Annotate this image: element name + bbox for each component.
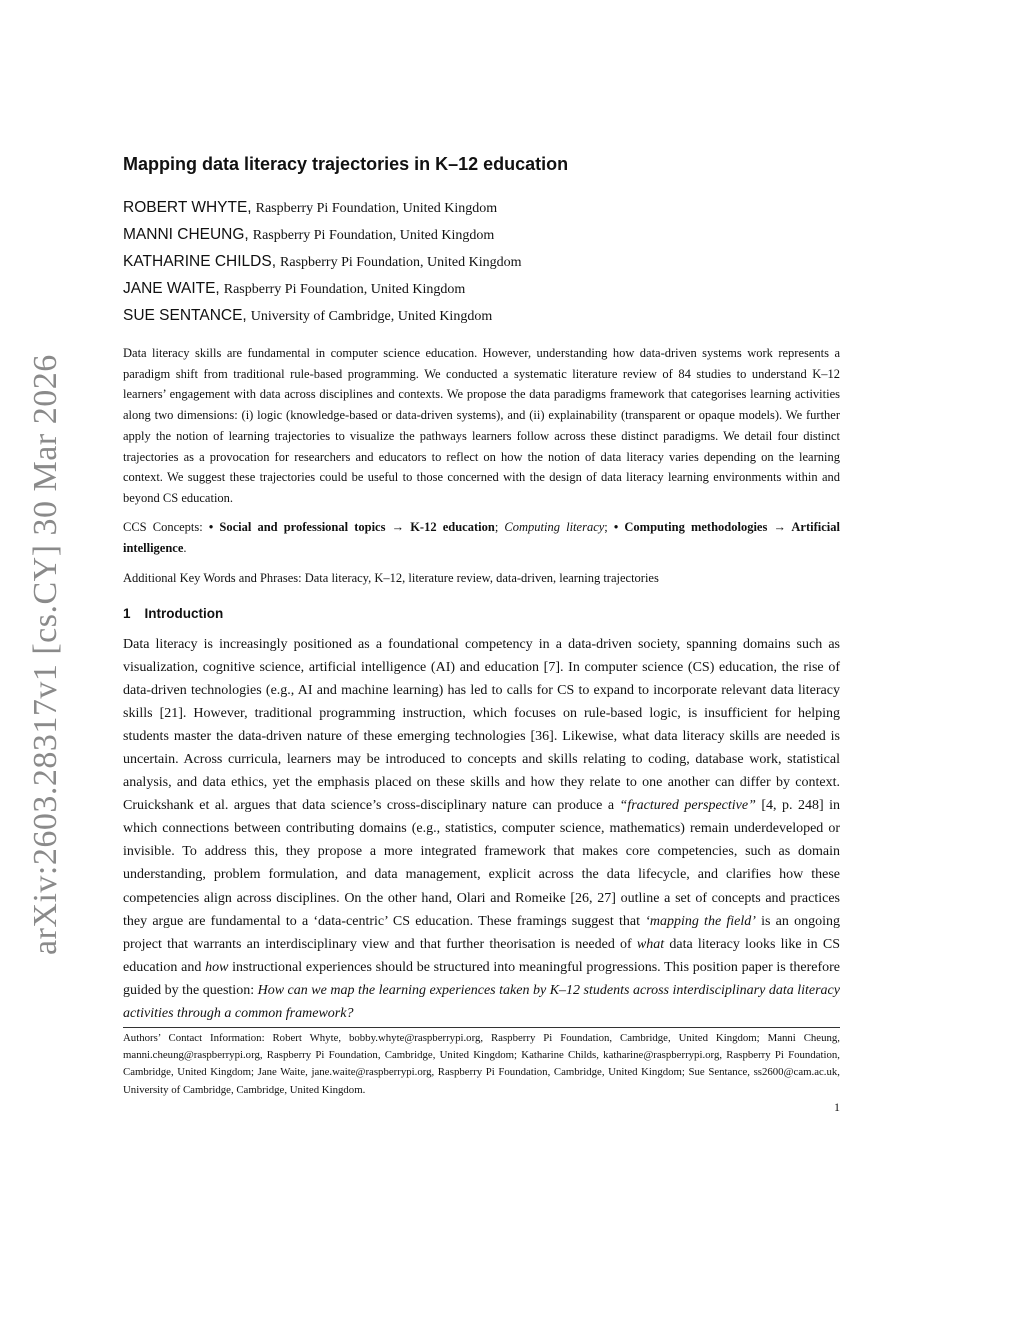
ccs-concept-methodologies: • Computing methodologies → Artificial intelligence bbox=[123, 520, 840, 555]
intro-text: [4, p. 248] in which connections between contributing domains (e.g., statistics, computer science, mathematics) remain underdeveloped or invisible. To address this, they propose a more integrated framework that makes core competencies, such as domain understanding, problem formulation, and data management, explicit across the data lifecycle, and clarifies how these competencies align across disciplines. On the other hand, Olari and Romeike [26, 27] outline a set of concepts and practices they argue are fundamental to a ‘data-centric’ CS education. These framings suggest that bbox=[123, 798, 840, 929]
author-line bbox=[123, 253, 522, 271]
author-affiliation: University of Cambridge, United Kingdom bbox=[250, 309, 493, 324]
author-line bbox=[123, 307, 492, 325]
author-line bbox=[123, 199, 497, 217]
author-name: JANE WAITE, bbox=[123, 280, 220, 297]
ccs-concept-computing-literacy: Computing literacy bbox=[504, 520, 605, 534]
ccs-label: CCS Concepts: bbox=[123, 520, 209, 534]
section-heading bbox=[123, 606, 223, 621]
author-name: SUE SENTANCE, bbox=[123, 307, 247, 324]
author-contact-footnote: Authors’ Contact Information: Robert Whyte, bobby.whyte@raspberrypi.org, Raspberry Pi Foundation, Cambridge, United Kingdom; Manni Cheung, manni.cheung@raspberrypi.org, Raspberry Pi Foundation, Cambridge, United Kingdom; Katharine Childs, katharine@raspberrypi.org, Raspberry Pi Foundation, Cambridge, United Kingdom; Jane Waite, jane.waite@raspberrypi.org, Raspberry Pi Foundation, Cambridge, United Kingdom; Sue Sentance, ss2600@cam.ac.uk, University of Cambridge, Cambridge, United Kingdom. bbox=[123, 1032, 840, 1096]
author-line bbox=[123, 280, 465, 298]
intro-text: instructional experiences should be structured into meaningful progressions. This position paper is therefore guided by the question: bbox=[123, 959, 840, 998]
author-name: MANNI CHEUNG, bbox=[123, 226, 249, 243]
page-number: 1 bbox=[834, 1100, 840, 1114]
intro-paragraph bbox=[123, 633, 840, 1025]
intro-text: data literacy looks like in CS education and bbox=[123, 936, 841, 975]
ccs-end: . bbox=[183, 540, 187, 555]
author-name: KATHARINE CHILDS, bbox=[123, 253, 277, 270]
keywords: Additional Key Words and Phrases: Data literacy, K–12, literature review, data-driven, learning trajectories bbox=[123, 571, 659, 585]
paper-title: Mapping data literacy trajectories in K–12 education bbox=[123, 154, 569, 174]
intro-quote: “fractured perspective” bbox=[619, 798, 756, 814]
section-number: 1 bbox=[123, 606, 131, 621]
footnote-divider bbox=[123, 1027, 840, 1028]
abstract: Data literacy skills are fundamental in computer science education. However, understanding how data-driven systems work represents a paradigm shift from traditional rule-based programming. We conducted a systematic literature review of 84 studies to understand K–12 learners’ engagement with data across disciplines and contexts. We propose the data paradigms framework that categorises learning activities along two dimensions: (i) logic (knowledge-based or data-driven systems), and (ii) explainability (transparent or opaque models). We further apply the notion of learning trajectories to visualize the pathways learners follow across these distinct paradigms. We detail four distinct trajectories as a provocation for researchers and educators to reflect on how the notion of data literacy varies depending on the learning context. We suggest these trajectories could be useful to those concerned with the design of data literacy learning environments within and beyond CS education. bbox=[123, 346, 840, 505]
author-name: ROBERT WHYTE, bbox=[123, 199, 252, 216]
intro-emphasis: what bbox=[636, 936, 665, 952]
ccs-separator: ; bbox=[604, 520, 614, 534]
author-affiliation: Raspberry Pi Foundation, United Kingdom bbox=[252, 228, 495, 243]
ccs-separator: ; bbox=[494, 520, 505, 534]
author-affiliation: Raspberry Pi Foundation, United Kingdom bbox=[255, 201, 498, 216]
intro-text: is an ongoing project that warrants an interdisciplinary view and that further theorisation is needed of bbox=[123, 913, 840, 952]
intro-emphasis: how bbox=[205, 959, 229, 975]
section-title: Introduction bbox=[144, 606, 224, 621]
author-affiliation: Raspberry Pi Foundation, United Kingdom bbox=[223, 282, 466, 297]
research-question: How can we map the learning experiences taken by K–12 students across interdisciplinary data literacy activities through a common framework? bbox=[123, 982, 840, 1021]
intro-text: Data literacy is increasingly positioned as a foundational competency in a data-driven society, spanning domains such as visualization, cognitive science, artificial intelligence (AI) and education [7]. In computer science (CS) education, the rise of data-driven technologies (e.g., AI and machine learning) has led to calls for CS to expand to incorporate relevant data literacy skills [21]. However, traditional programming instruction, which focuses on rule-based logic, is insufficient for helping students master the data-driven nature of these emerging technologies [36]. Likewise, what data literacy skills are needed is uncertain. Across curricula, learners may be introduced to concepts and skills relating to coding, database work, statistical analysis, and data ethics, yet the emphasis placed on these skills and how they relate to one another can differ by context. Cruickshank et al. argues that data science’s cross-disciplinary nature can produce a bbox=[123, 637, 840, 814]
ccs-concept-social: • Social and professional topics → K-12 education bbox=[208, 520, 495, 534]
intro-quote: ‘mapping the field’ bbox=[645, 913, 756, 929]
author-affiliation: Raspberry Pi Foundation, United Kingdom bbox=[280, 255, 522, 270]
author-line bbox=[123, 226, 494, 244]
ccs-concepts bbox=[123, 517, 840, 558]
arxiv-identifier: arXiv:2603.28317v1 [cs.CY] 30 Mar 2026 bbox=[27, 354, 64, 955]
